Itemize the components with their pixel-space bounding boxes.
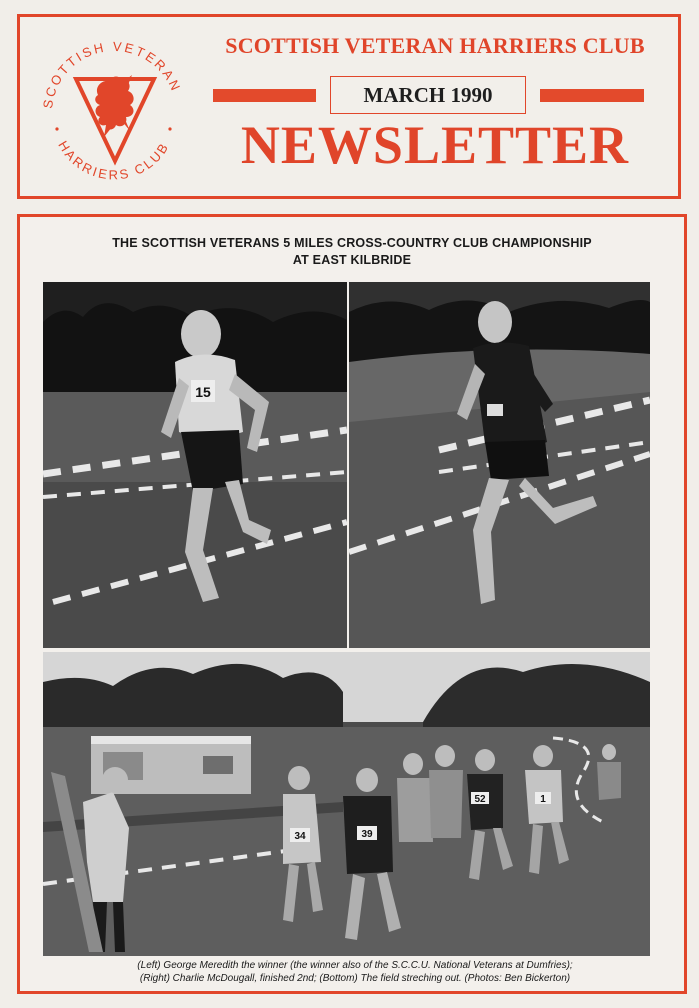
caption-line-1: (Left) George Meredith the winner (the winner also of the S.C.C.U. National Veterans at Dumfries); [137,960,573,971]
photo-caption [40,959,670,985]
photo-winner [43,282,347,648]
newsletter-title: NEWSLETTER [240,115,630,175]
club-name: SCOTTISH VETERAN HARRIERS CLUB [225,33,645,58]
bib-number: 39 [361,829,373,840]
feature-panel [17,214,687,994]
bib-number: 52 [474,794,486,805]
photo-second-place [349,282,650,648]
caption-line-2: (Right) Charlie McDougall, finished 2nd; (Bottom) The field streching out. (Photos: Ben Bickerton) [139,973,571,984]
headline-line-2: AT EAST KILBRIDE [292,253,412,267]
svg-text:HARRIERS CLUB: HARRIERS CLUB [55,138,173,183]
bib-number: 1 [540,794,546,805]
bib-number: 34 [294,831,306,842]
photo-field [43,652,650,956]
club-logo [24,21,202,196]
headline-line-1: THE SCOTTISH VETERANS 5 MILES CROSS-COUNTRY CLUB CHAMPIONSHIP [112,236,592,250]
feature-headline [20,235,684,269]
winner-bib-number: 15 [195,384,211,400]
issue-date: MARCH 1990 [330,76,526,114]
svg-text:SCOTTISH VETERAN: SCOTTISH VETERAN [40,38,185,110]
masthead [17,14,681,199]
decorative-bar-right [540,89,644,102]
decorative-bar-left [213,89,316,102]
